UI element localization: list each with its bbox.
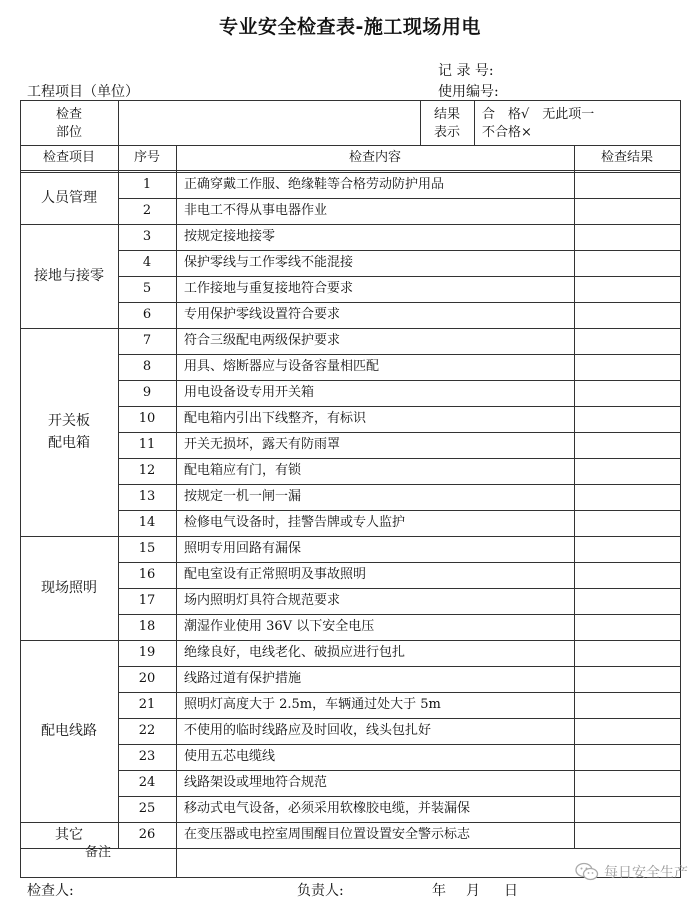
category-cell — [20, 824, 118, 846]
legend-line-1: 合 格√ 无此项一 — [482, 107, 595, 122]
row-content: 不使用的临时线路应及时回收，线头包扎好 — [184, 723, 432, 738]
row-number: 15 — [138, 541, 156, 556]
table-rule — [118, 328, 681, 329]
row-number: 13 — [138, 489, 156, 504]
row-content: 场内照明灯具符合规范要求 — [184, 593, 341, 608]
header-seq: 序号 — [133, 150, 160, 165]
row-number: 24 — [138, 775, 156, 790]
row-content: 正确穿戴工作服、绝缘鞋等合格劳动防护用品 — [184, 177, 445, 192]
table-rule — [118, 380, 681, 381]
project-label: 工程项目（单位） — [27, 84, 139, 100]
row-content: 非电工不得从事电器作业 — [184, 203, 328, 218]
category-label: 其它 — [55, 827, 83, 843]
row-content: 配电室设有正常照明及事故照明 — [184, 567, 367, 582]
row-number: 9 — [142, 385, 152, 400]
table-rule — [118, 770, 681, 771]
remarks-label: 备注 — [84, 845, 111, 860]
use-number-label: 使用编号: — [438, 84, 499, 100]
table-rule — [118, 536, 681, 537]
row-content: 按规定一机一闸一漏 — [184, 489, 302, 504]
table-rule — [118, 692, 681, 693]
table-rule — [118, 406, 681, 407]
category-cell — [20, 410, 118, 454]
table-rule — [118, 354, 681, 355]
legend-line-2: 不合格× — [482, 125, 532, 140]
row-content: 用电设备设专用开关箱 — [184, 385, 315, 400]
category-cell — [20, 265, 118, 287]
row-content: 工作接地与重复接地符合要求 — [184, 281, 354, 296]
result-repr-label-1: 结果 — [433, 107, 460, 122]
row-number: 8 — [142, 359, 152, 374]
month-label: 月 — [466, 883, 480, 899]
row-content: 照明专用回路有漏保 — [184, 541, 302, 556]
table-rule — [118, 302, 681, 303]
inspect-part-label-2: 部位 — [55, 125, 82, 140]
watermark — [575, 862, 688, 882]
table-rule — [118, 614, 681, 615]
category-label: 现场照明 — [41, 580, 97, 596]
table-rule — [20, 536, 119, 537]
row-number: 25 — [138, 801, 156, 816]
category-cell — [20, 577, 118, 599]
row-number: 2 — [142, 203, 152, 218]
inspect-part-label-1: 检查 — [55, 107, 82, 122]
header-item: 检查项目 — [42, 150, 95, 165]
table-rule — [20, 822, 119, 823]
category-label: 接地与接零 — [34, 268, 104, 284]
row-number: 17 — [138, 593, 156, 608]
row-content: 潮湿作业使用 36V 以下安全电压 — [184, 619, 375, 634]
row-number: 10 — [138, 411, 156, 426]
row-number: 14 — [138, 515, 156, 530]
table-rule — [118, 562, 681, 563]
responsible-label: 负责人: — [297, 883, 344, 899]
row-number: 11 — [138, 437, 156, 452]
category-label-line2: 配电箱 — [48, 435, 90, 451]
document-title: 专业安全检查表-施工现场用电 — [219, 16, 481, 38]
row-number: 12 — [138, 463, 156, 478]
category-cell — [20, 187, 118, 209]
table-rule — [118, 796, 681, 797]
table-rule — [20, 224, 119, 225]
table-rule — [118, 100, 119, 146]
row-number: 6 — [142, 307, 152, 322]
row-content: 保护零线与工作零线不能混接 — [184, 255, 354, 270]
row-content: 检修电气设备时，挂警告牌或专人监护 — [184, 515, 406, 530]
row-number: 22 — [138, 723, 156, 738]
table-rule — [118, 224, 681, 225]
table-rule — [20, 145, 681, 146]
row-number: 1 — [142, 177, 152, 192]
row-content: 开关无损坏，露天有防雨罩 — [184, 437, 341, 452]
row-number: 18 — [138, 619, 156, 634]
row-number: 16 — [138, 567, 156, 582]
category-label: 人员管理 — [41, 190, 97, 206]
day-label: 日 — [504, 883, 518, 899]
table-rule — [118, 198, 681, 199]
row-content: 移动式电气设备，必须采用软橡胶电缆，并装漏保 — [184, 801, 471, 816]
row-content: 线路架设或埋地符合规范 — [184, 775, 328, 790]
row-content: 绝缘良好，电线老化、破损应进行包扎 — [184, 645, 406, 660]
table-rule — [118, 666, 681, 667]
row-number: 21 — [138, 697, 156, 712]
row-content: 配电箱应有门，有锁 — [184, 463, 302, 478]
row-number: 5 — [142, 281, 152, 296]
table-rule — [20, 328, 119, 329]
result-repr-label-2: 表示 — [433, 125, 460, 140]
table-rule — [118, 640, 681, 641]
category-label: 配电线路 — [41, 723, 97, 739]
table-rule — [118, 484, 681, 485]
row-content: 符合三级配电两级保护要求 — [184, 333, 341, 348]
watermark-text: 每日安全生产 — [604, 865, 688, 881]
row-content: 用具、熔断器应与设备容量相匹配 — [184, 359, 380, 374]
row-number: 26 — [138, 827, 156, 842]
row-number: 23 — [138, 749, 156, 764]
category-cell — [20, 720, 118, 742]
year-label: 年 — [432, 883, 446, 899]
row-number: 19 — [138, 645, 156, 660]
table-rule — [118, 588, 681, 589]
table-rule — [176, 145, 177, 878]
wechat-icon — [575, 862, 599, 882]
inspector-label: 检查人: — [27, 883, 74, 899]
row-content: 照明灯高度大于 2.5m，车辆通过处大于 5m — [184, 697, 441, 712]
table-rule — [118, 432, 681, 433]
row-number: 4 — [142, 255, 152, 270]
row-content: 在变压器或电控室周围醒目位置设置安全警示标志 — [184, 827, 471, 842]
record-number-label: 记 录 号: — [438, 63, 494, 79]
table-rule — [20, 100, 21, 878]
table-rule — [20, 170, 681, 171]
table-rule — [118, 510, 681, 511]
table-rule — [118, 458, 681, 459]
table-rule — [20, 640, 119, 641]
table-rule — [680, 100, 681, 878]
category-label: 开关板 — [48, 413, 90, 429]
table-rule — [118, 718, 681, 719]
row-number: 20 — [138, 671, 156, 686]
row-number: 7 — [142, 333, 152, 348]
row-content: 配电箱内引出下线整齐，有标识 — [184, 411, 367, 426]
table-rule — [474, 100, 475, 146]
table-rule — [118, 822, 681, 823]
table-rule — [20, 172, 681, 173]
header-content: 检查内容 — [348, 150, 401, 165]
row-content: 使用五芯电缆线 — [184, 749, 276, 764]
row-number: 3 — [142, 229, 152, 244]
table-rule — [118, 276, 681, 277]
row-content: 专用保护零线设置符合要求 — [184, 307, 341, 322]
row-content: 按规定接地接零 — [184, 229, 276, 244]
row-content: 线路过道有保护措施 — [184, 671, 302, 686]
header-result: 检查结果 — [600, 150, 653, 165]
table-rule — [20, 100, 681, 101]
table-rule — [118, 744, 681, 745]
table-rule — [118, 250, 681, 251]
